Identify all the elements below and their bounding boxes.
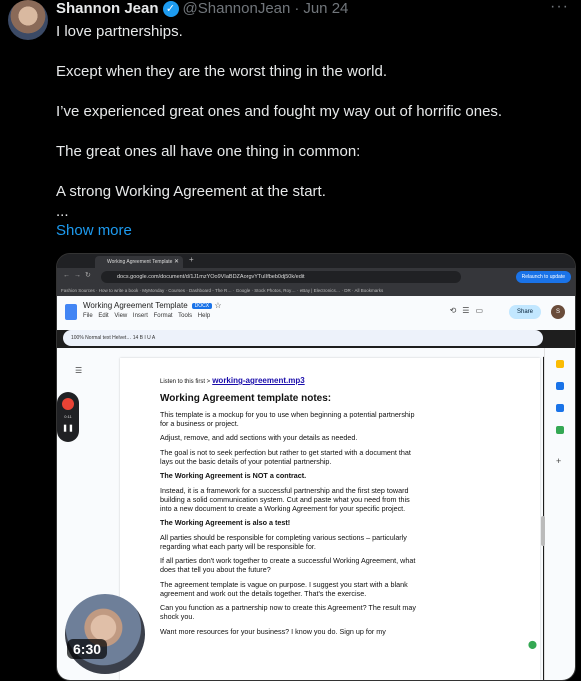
doc-paragraph: The agreement template is vague on purpose. I suggest you start with a blank agreement and work out the details together. That's the exercise. <box>160 579 408 598</box>
audio-link[interactable]: working-agreement.mp3 <box>212 376 305 385</box>
tasks-icon[interactable] <box>556 382 564 390</box>
browser-tabbar <box>57 254 575 268</box>
doc-paragraph: The goal is not to seek perfection but rather to get started with a document that lays out the basic details of your potential partnership. <box>160 447 411 466</box>
stop-record-button[interactable] <box>62 398 74 410</box>
keep-icon[interactable] <box>556 360 564 368</box>
video-timestamp: 6:30 <box>67 639 107 659</box>
author-handle[interactable]: @ShannonJean <box>182 0 291 17</box>
relaunch-button[interactable]: Relaunch to update <box>516 271 571 283</box>
listen-label: Listen to this first > <box>160 379 211 385</box>
docs-logo-icon[interactable] <box>65 304 77 320</box>
doc-paragraph: Adjust, remove, and add sections with your details as needed. <box>160 433 358 442</box>
separator: · <box>294 0 300 17</box>
profile-avatar[interactable]: S <box>551 305 565 319</box>
author-name[interactable]: Shannon Jean <box>56 0 159 17</box>
doc-paragraph: This template is a mockup for you to use when beginning a potential partnership for a business or project. <box>160 409 415 428</box>
close-icon[interactable]: ✕ <box>173 259 179 265</box>
doc-paragraph: If all parties don't work together to create a successful Working Agreement, what does that tell you about the future? <box>160 556 416 574</box>
docs-menu[interactable]: File Edit View Insert Format Tools Help <box>83 313 211 319</box>
history-comment-video-icon[interactable]: ⟲☰▭ <box>449 306 489 315</box>
doc-paragraph: All parties should be responsible for completing various sections – particularly regarding what each party will be responsible for. <box>160 532 407 551</box>
doc-title[interactable]: Working Agreement Template DOCX ☆ <box>83 301 222 310</box>
avatar[interactable] <box>8 0 48 40</box>
more-options-icon[interactable]: ··· <box>550 0 569 15</box>
side-panel <box>544 348 575 680</box>
add-icon[interactable]: + <box>556 456 562 466</box>
new-tab-icon[interactable]: + <box>189 255 194 264</box>
browser-tab[interactable] <box>95 256 183 268</box>
show-more-link[interactable]: Show more <box>56 222 132 239</box>
tweet-line: Except when they are the worst thing in the world. <box>56 63 388 80</box>
tweet-line: ... <box>56 203 69 220</box>
maps-icon[interactable] <box>556 426 564 434</box>
tweet-text <box>56 22 566 222</box>
doc-paragraph: Instead, it is a framework for a successful partnership and the first step toward building a solid communication system. Cut and paste what you need from this into a new document to create a Working Agreement for your specific project. <box>160 485 410 513</box>
nav-buttons-icon[interactable]: ←→↻ <box>63 272 95 279</box>
recorder-time: 0:11 <box>64 414 72 419</box>
contacts-icon[interactable] <box>556 404 564 412</box>
tab-title: Working Agreement Template <box>107 259 173 265</box>
browser-urlbar <box>57 268 575 286</box>
doc-heading: Working Agreement template notes: <box>160 392 332 404</box>
tweet-line: A strong Working Agreement at the start. <box>56 183 326 200</box>
docs-toolbar[interactable]: 100% Normal text Helvet… 14 B I U A <box>63 330 543 346</box>
doc-paragraph: Can you function as a partnership now to create this Agreement? The result may shock you. <box>160 603 416 621</box>
doc-paragraph: Want more resources for your business? I know you do. Sign up for my <box>160 626 386 636</box>
docs-header <box>57 296 575 330</box>
tweet-line: The great ones all have one thing in common: <box>56 143 361 160</box>
video-media[interactable] <box>56 253 576 681</box>
tweet-line: I love partnerships. <box>56 23 183 40</box>
scrollbar[interactable] <box>541 516 545 546</box>
webcam-bubble <box>65 594 145 674</box>
bookmarks-bar[interactable]: Fashion Sources · How to write a book · MyMonday · Courses · Dashboard - The R… · Google · Stock Photos, Roy… · eBay | Electronics… · DR · All Bookmarks <box>57 286 575 296</box>
recorder-controls <box>57 392 79 442</box>
document-page[interactable] <box>120 358 540 680</box>
outline-icon[interactable]: ☰ <box>75 366 83 375</box>
share-button[interactable]: Share <box>509 305 541 319</box>
verified-badge-icon: ✓ <box>163 1 179 17</box>
pause-icon[interactable]: ❚❚ <box>62 425 74 432</box>
tweet-header <box>56 0 348 17</box>
tweet-line: I’ve experienced great ones and fought my way out of horrific ones. <box>56 103 503 120</box>
tweet-date[interactable]: Jun 24 <box>303 0 349 17</box>
doc-paragraph: The Working Agreement is also a test! <box>160 518 291 527</box>
map-pin-icon[interactable]: ⬤ <box>528 640 537 649</box>
address-input[interactable]: docs.google.com/document/d/1J1mzYOo9VIaBDZAorgvYTuIIfbeb0dj50k/edit <box>101 271 461 283</box>
document-body <box>160 376 422 641</box>
docx-badge: DOCX <box>192 303 212 309</box>
doc-paragraph: The Working Agreement is NOT a contract. <box>160 471 307 480</box>
